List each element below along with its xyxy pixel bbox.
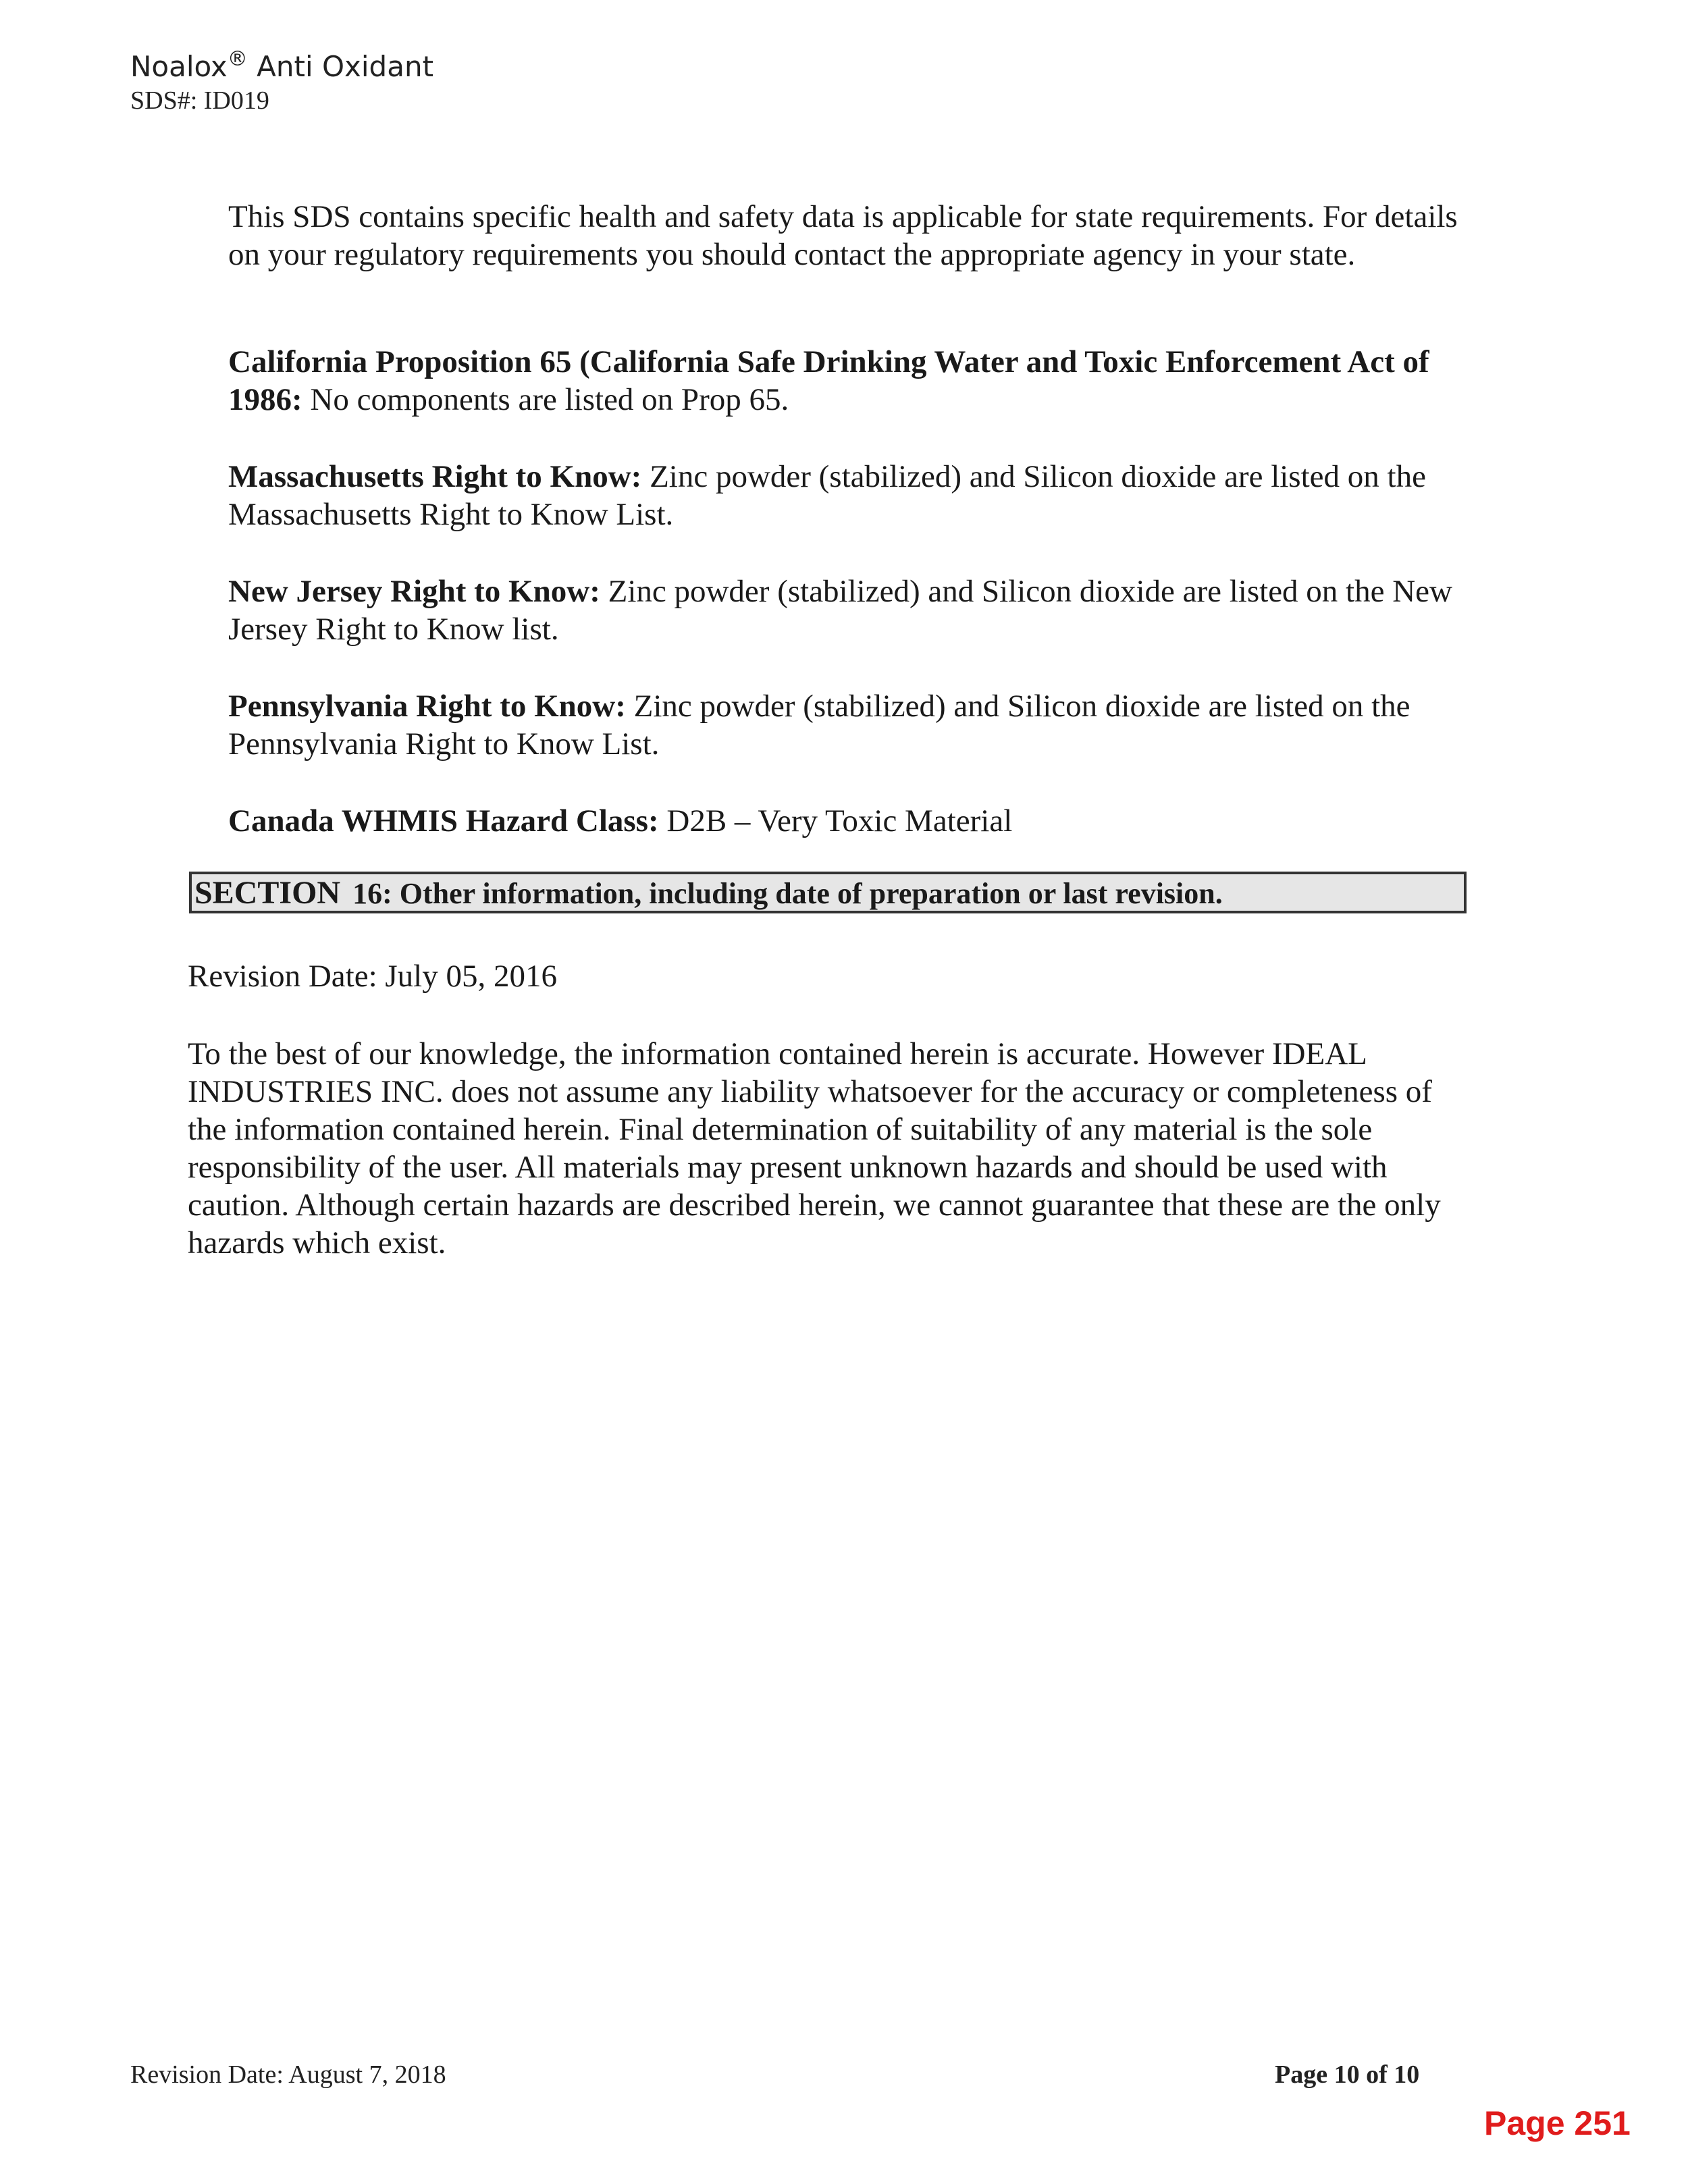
regulation-heading: Canada WHMIS Hazard Class:: [228, 803, 659, 838]
regulation-text: D2B – Very Toxic Material: [658, 803, 1013, 838]
registered-mark: ®: [227, 47, 248, 71]
regulation-pennsylvania: [228, 687, 1464, 763]
disclaimer-paragraph: To the best of our knowledge, the information contained herein is accurate. However IDEAL INDUSTRIES INC. does not assume any liability whatsoever for the accuracy or completeness of the information contained herein. Final determination of suitability of any material is the sole responsibility of the user. All materials may present unknown hazards and should be used with caution. Although certain hazards are described herein, we cannot guarantee that these are the only hazards which exist.: [188, 1036, 1441, 1260]
document-header: [130, 49, 433, 116]
regulation-california: [228, 343, 1464, 419]
regulation-canada: [228, 802, 1464, 840]
section-16-title: [194, 876, 1223, 911]
intro-paragraph: This SDS contains specific health and safety data is applicable for state requirements. For details on your regulatory requirements you should contact the appropriate agency in your state.: [228, 199, 1458, 272]
regulation-text: No components are listed on Prop 65.: [302, 382, 789, 417]
section-title-text: 16: Other information, including date of preparation or last revision.: [352, 877, 1223, 910]
regulation-text: Zinc powder (stabilized) and Silicon dioxide are listed on the Pennsylvania Right to Know List.: [228, 689, 1410, 762]
footer-page-number: Page 10 of 10: [1275, 2060, 1420, 2089]
product-name: [130, 49, 433, 85]
product-name-text: Noalox: [130, 50, 228, 83]
section-label: SECTION: [194, 875, 341, 911]
regulation-new-jersey: [228, 572, 1464, 648]
regulation-heading: Pennsylvania Right to Know:: [228, 689, 626, 724]
regulation-heading: California Proposition 65 (California Safe Drinking Water and Toxic Enforcement Act of 1986:: [228, 344, 1429, 417]
regulation-text: Zinc powder (stabilized) and Silicon dioxide are listed on the Massachusetts Right to Know List.: [228, 459, 1426, 532]
product-name-suffix: Anti Oxidant: [247, 50, 434, 83]
section-16-header: [189, 872, 1467, 913]
regulation-heading: New Jersey Right to Know:: [228, 574, 600, 609]
footer-revision-date: Revision Date: August 7, 2018: [130, 2060, 446, 2089]
sds-number: SDS#: ID019: [130, 86, 269, 115]
revision-date-line: Revision Date: July 05, 2016: [188, 959, 557, 994]
regulation-massachusetts: [228, 458, 1464, 533]
regulation-text: Zinc powder (stabilized) and Silicon dioxide are listed on the New Jersey Right to Know list.: [228, 574, 1452, 647]
regulation-heading: Massachusetts Right to Know:: [228, 459, 642, 494]
page-stamp: Page 251: [1484, 2104, 1631, 2142]
